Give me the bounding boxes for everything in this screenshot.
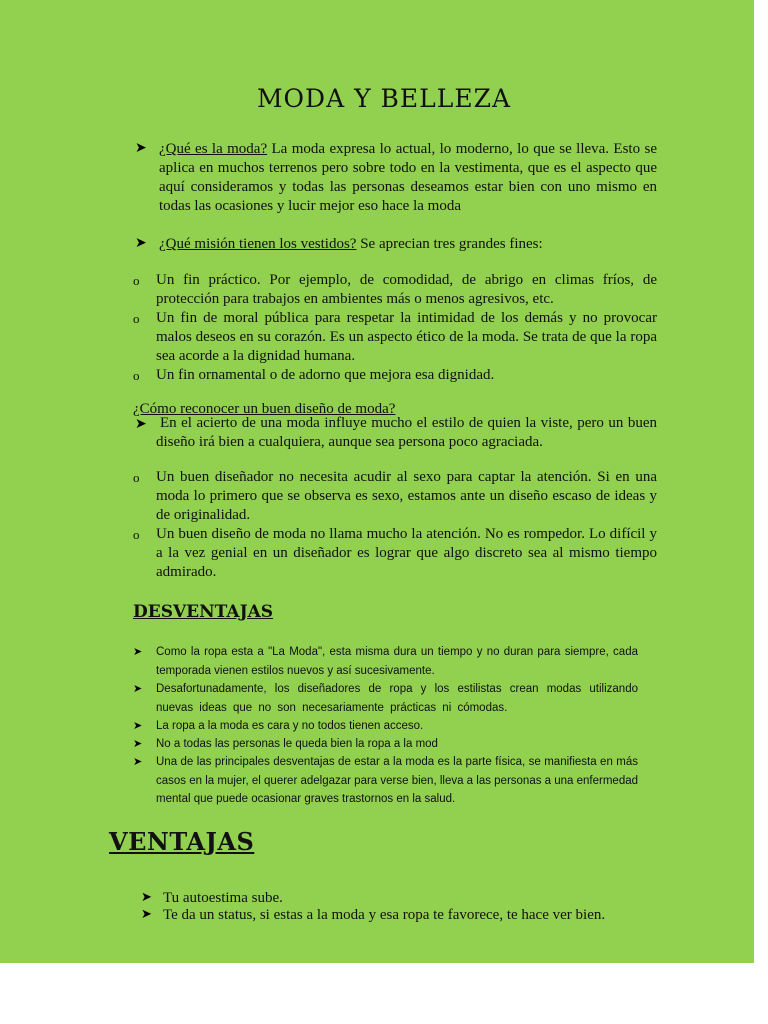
arrow-bullet-icon: ➤ [133, 737, 143, 750]
intro-paragraph-vestidos [159, 235, 657, 254]
desventaja-item: Como la ropa esta a "La Moda", esta misma dura un tiempo y no duran para siempre, cada temporada vienen estilos nuevos y así sucesivamente. [156, 646, 638, 677]
intro-question-vestidos: ¿Qué misión tienen los vestidos? [159, 236, 357, 252]
circle-bullet-icon: o [133, 368, 140, 383]
intro-paragraph-moda [159, 140, 657, 216]
arrow-bullet-icon: ➤ [135, 140, 147, 156]
intro-text-vestidos: Se aprecian tres grandes fines: [356, 236, 543, 252]
arrow-bullet-icon: ➤ [133, 755, 143, 768]
diseno-heading: ¿Cómo reconocer un buen diseño de moda? [133, 401, 396, 417]
intro-text-moda: La moda expresa lo actual, lo moderno, lo que se lleva. Esto se aplica en muchos terrenos pero sobre todo en la vestimenta, que es el aspecto que aquí consideramos y todas las personas deseamos estar bien con uno mismo en todas las ocasiones y lucir mejor eso hace la moda [159, 141, 657, 214]
arrow-bullet-icon: ➤ [133, 645, 143, 658]
arrow-bullet-icon: ➤ [141, 907, 152, 922]
intro-question-moda: ¿Qué es la moda? [159, 141, 268, 157]
ventaja-item: Te da un status, si estas a la moda y esa ropa te favorece, te hace ver bien. [163, 907, 606, 923]
circle-bullet-icon: o [133, 470, 140, 485]
fin-item: Un fin de moral pública para respetar la intimidad de los demás y no provocar malos deseos en su corazón. Es un aspecto ético de la moda. Se trata de que la ropa sea acorde a la dignidad humana. [156, 310, 657, 364]
fin-item: Un fin práctico. Por ejemplo, de comodidad, de abrigo en climas fríos, de protección para trabajos en ambientes más o menos agresivos, etc. [156, 272, 657, 307]
diseno-item: Un buen diseño de moda no llama mucho la atención. No es rompedor. Lo difícil y a la vez genial en un diseñador es lograr que algo discreto sea al mismo tiempo admirado. [156, 526, 657, 580]
ventaja-item: Tu autoestima sube. [163, 890, 283, 906]
ventajas-heading: VENTAJAS [109, 827, 255, 856]
arrow-bullet-icon: ➤ [133, 719, 143, 732]
diseno-arrow-item: En el acierto de una moda influye mucho el estilo de quien la viste, pero un buen diseño irá bien a cualquiera, aunque sea persona poco agraciada. [156, 415, 657, 450]
arrow-bullet-icon: ➤ [133, 682, 143, 695]
desventaja-item: No a todas las personas le queda bien la ropa a la mod [156, 738, 438, 750]
arrow-bullet-icon: ➤ [141, 890, 152, 905]
arrow-bullet-icon: ➤ [135, 416, 147, 432]
circle-bullet-icon: o [133, 527, 140, 542]
page-title: MODA Y BELLEZA [256, 84, 512, 113]
desventajas-heading: DESVENTAJAS [133, 602, 274, 622]
desventaja-item: Desafortunadamente, los diseñadores de ropa y los estilistas crean modas utilizando nuevas ideas que no son necesariamente prácticas ni cómodas. [156, 683, 638, 714]
desventaja-item: La ropa a la moda es cara y no todos tienen acceso. [156, 720, 424, 732]
arrow-bullet-icon: ➤ [135, 235, 147, 251]
circle-bullet-icon: o [133, 273, 140, 288]
fin-item: Un fin ornamental o de adorno que mejora esa dignidad. [156, 367, 495, 383]
diseno-item: Un buen diseñador no necesita acudir al sexo para captar la atención. Si en una moda lo primero que se observa es sexo, estamos ante un diseño escaso de ideas y de originalidad. [156, 469, 657, 523]
circle-bullet-icon: o [133, 311, 140, 326]
desventaja-item: Una de las principales desventajas de estar a la moda es la parte física, se manifiesta en más casos en la mujer, el querer adelgazar para verse bien, lleva a las personas a una enfermedad mental que puede ocasionar graves trastornos en la salud. [156, 756, 639, 805]
